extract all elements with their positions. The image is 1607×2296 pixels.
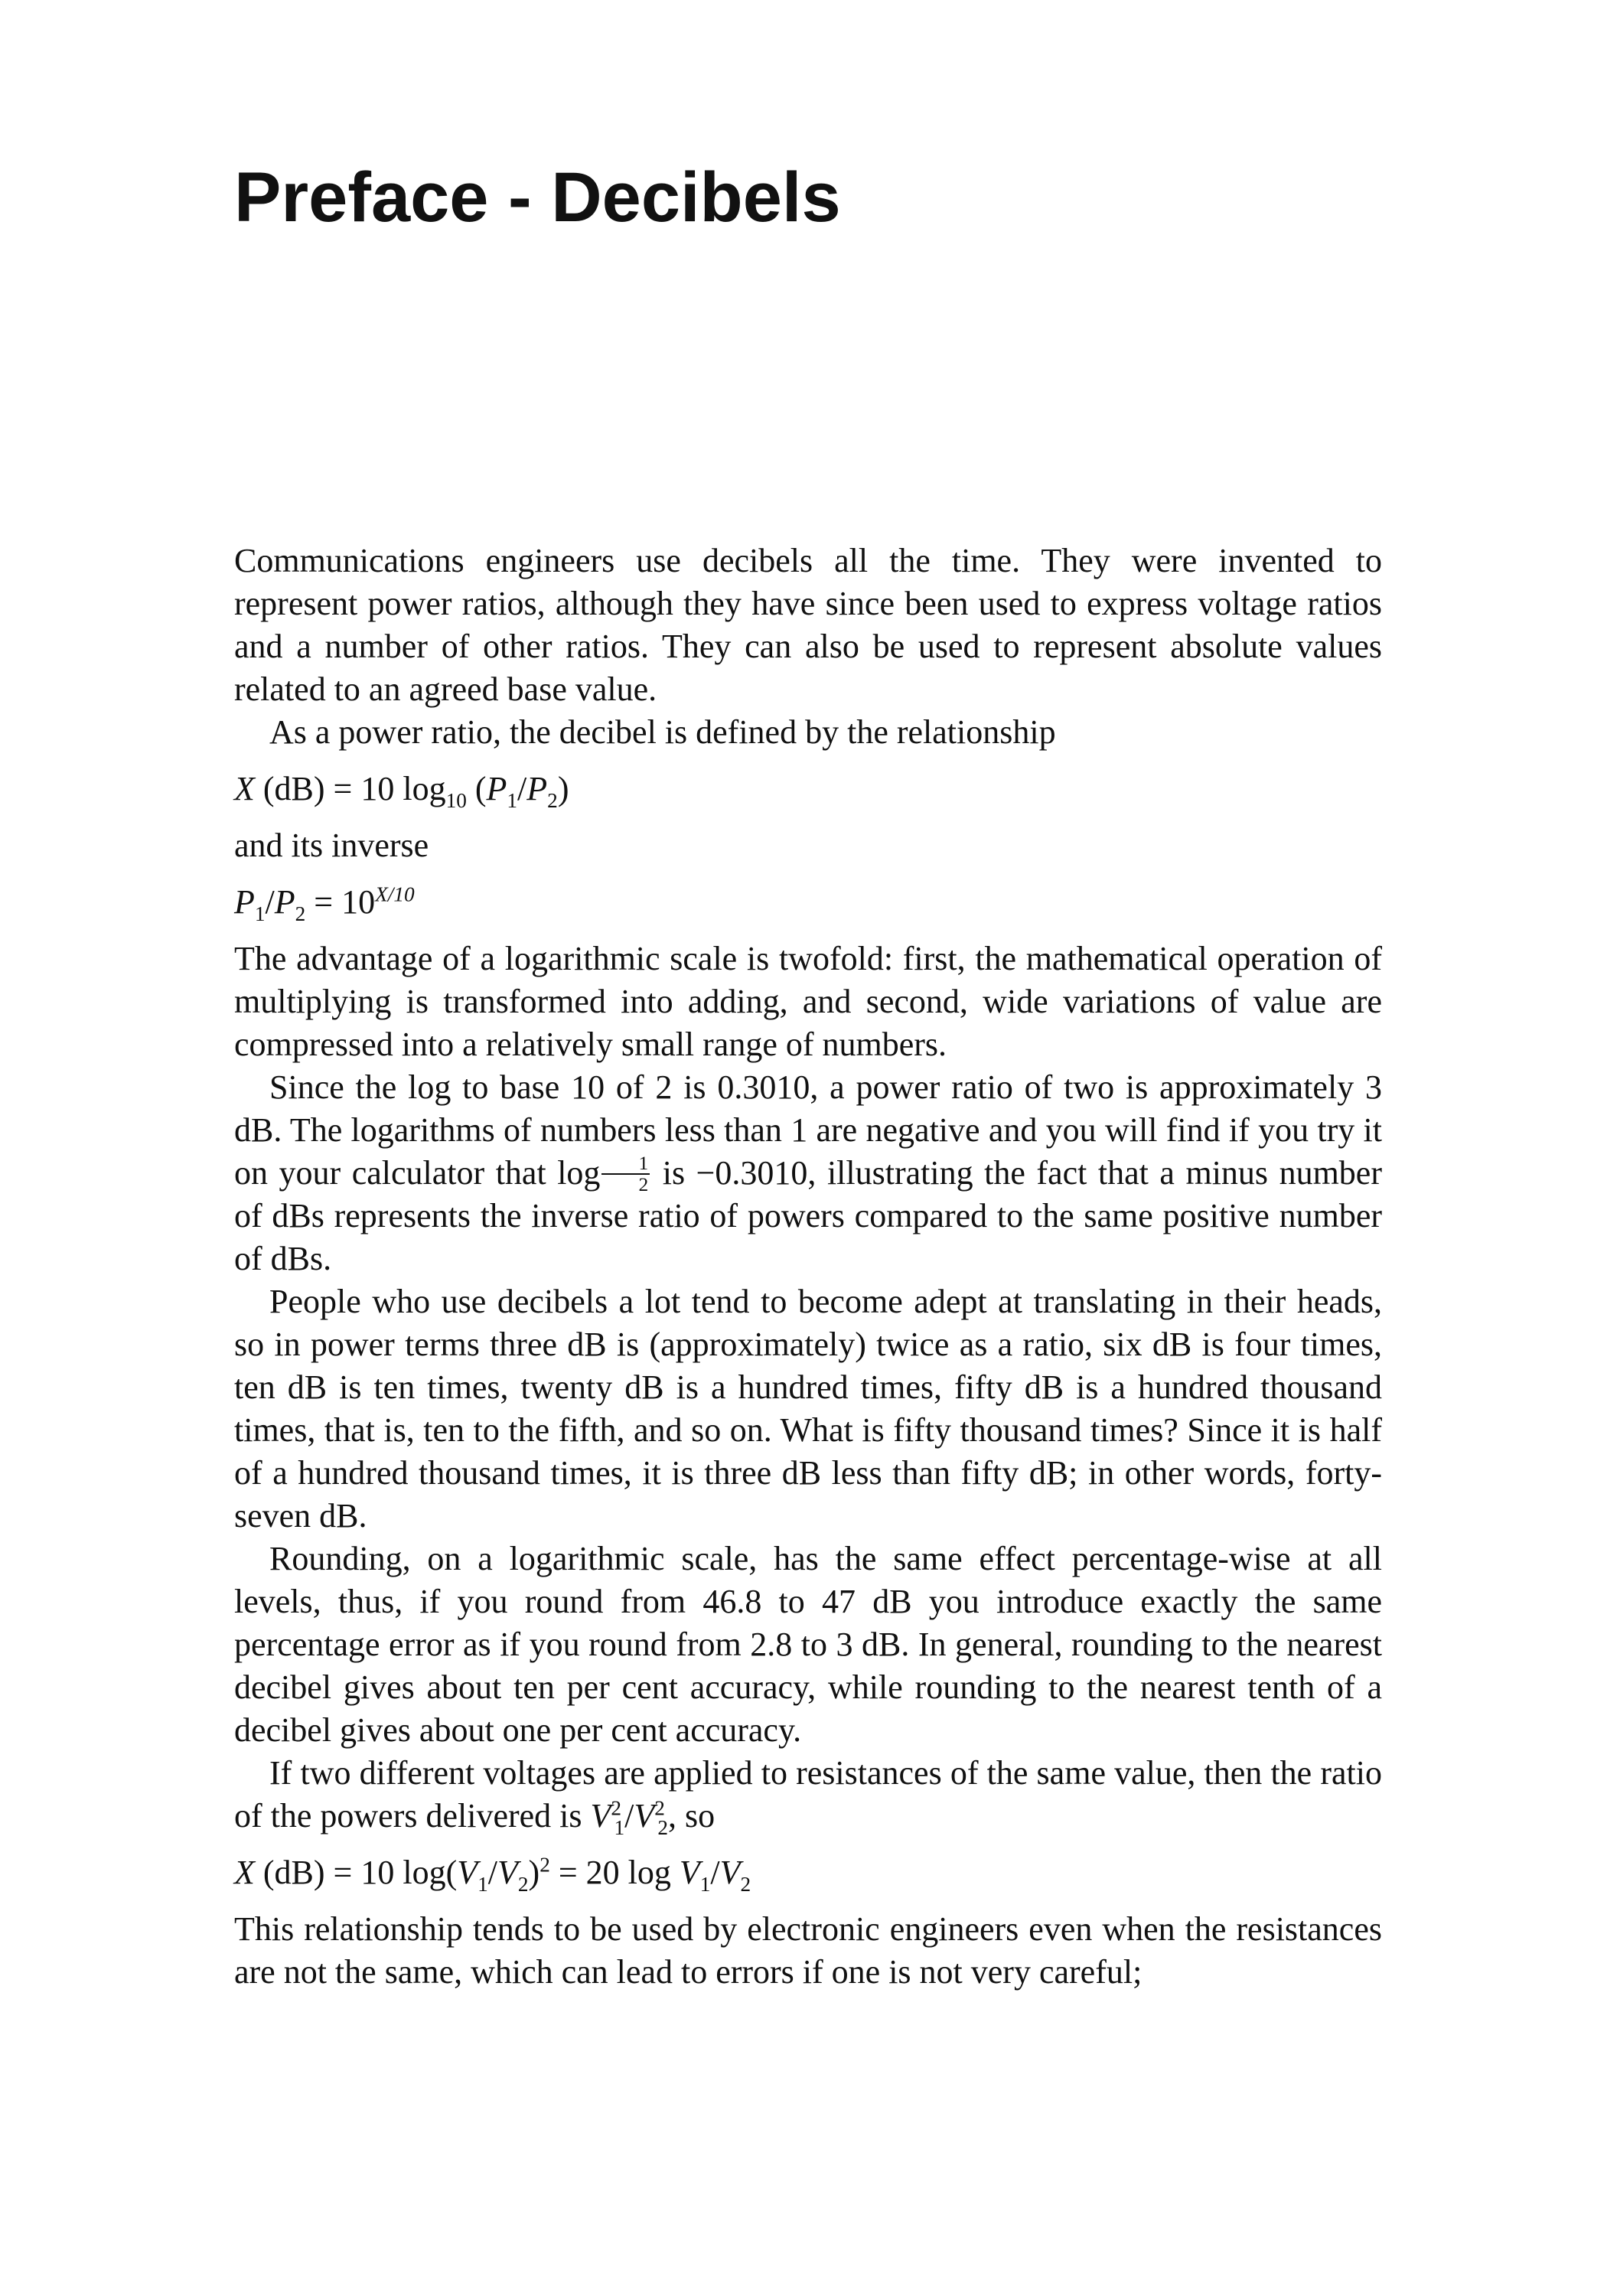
paragraph-intro: Communications engineers use decibels all the time. They were invented to represent power ratios, although they have since been used to express voltage ratios and a number of other ratios. They can also be used to represent absolute values related to an agreed base value. xyxy=(234,542,1382,708)
eq3-v4: V xyxy=(719,1854,741,1891)
inline-slash: / xyxy=(624,1797,634,1835)
eq1-p2-sub: 2 xyxy=(547,788,558,812)
paragraph-voltage-ratio xyxy=(234,1752,1382,1838)
eq3-v3: V xyxy=(679,1854,700,1891)
chapter-title: Preface - Decibels xyxy=(234,158,841,236)
inline-v2-sup: 2 xyxy=(654,1796,665,1820)
eq1-p1-sub: 1 xyxy=(507,788,518,812)
body-text xyxy=(234,540,1382,1994)
inline-v1-sup: 2 xyxy=(611,1796,622,1820)
eq3-slash: / xyxy=(487,1854,497,1891)
eq2-p2: P xyxy=(274,883,295,921)
eq1-p2: P xyxy=(526,770,548,807)
fraction-denominator: 2 xyxy=(638,1172,649,1195)
p5-part2: is −0.3010, illustrating the fact that a minus number of dBs represents the inverse ratio of powers compared to the same positive number of dBs. xyxy=(234,1154,1382,1277)
fraction-one-half xyxy=(601,1153,650,1194)
inline-v2-sub: 2 xyxy=(657,1815,669,1839)
eq2-exponent: X/10 xyxy=(375,882,415,906)
paragraph-definition-lead: As a power ratio, the decibel is defined by the relationship xyxy=(269,713,1056,751)
paragraph-rounding: Rounding, on a logarithmic scale, has the same effect percentage-wise at all levels, thus, if you round from 46.8 to 47 dB you introduce exactly the same percentage error as if you round from 2.8 to 3 dB. In general, rounding to the nearest decibel gives about ten per cent accuracy, while rounding to the nearest tenth of a decibel gives about one per cent accuracy. xyxy=(234,1540,1382,1749)
equation-voltage-decibel xyxy=(234,1851,1382,1894)
eq1-lhs-var: X xyxy=(234,770,255,807)
p8-part1: If two different voltages are applied to resistances of the same value, then the ratio of the powers delivered is xyxy=(234,1754,1382,1835)
eq3-lhs-var: X xyxy=(234,1854,255,1891)
eq3-v1: V xyxy=(457,1854,478,1891)
eq3-slash2: / xyxy=(710,1854,720,1891)
eq3-part1: (dB) = 10 log( xyxy=(254,1854,458,1891)
eq3-power: 2 xyxy=(539,1853,550,1877)
eq3-close-paren: ) xyxy=(528,1854,540,1891)
inline-v1-sub: 1 xyxy=(614,1815,625,1839)
paragraph-caution: This relationship tends to be used by electronic engineers even when the resistances are not the same, which can lead to errors if one is not very careful; xyxy=(234,1910,1382,1991)
eq3-v1-sub: 1 xyxy=(478,1872,488,1896)
inline-v1: V xyxy=(590,1797,611,1835)
eq1-log-base: 10 xyxy=(445,788,467,812)
inline-v2: V xyxy=(634,1797,655,1835)
eq1-lhs-unit: (dB) = 10 log xyxy=(254,770,446,807)
eq2-p2-sub: 2 xyxy=(295,902,306,925)
p5-part1: Since the log to base 10 of 2 is 0.3010, a power ratio of two is approximately 3 dB. The logarithms of numbers less than 1 are negative and you will find if you try it on your calculator that log xyxy=(234,1068,1382,1192)
eq2-slash: / xyxy=(265,883,275,921)
eq3-v4-sub: 2 xyxy=(740,1872,751,1896)
eq3-v2: V xyxy=(497,1854,518,1891)
eq3-v3-sub: 1 xyxy=(699,1872,711,1896)
paragraph-inverse-lead: and its inverse xyxy=(234,827,429,864)
eq3-v2-sub: 2 xyxy=(517,1872,529,1896)
eq1-slash: / xyxy=(517,770,527,807)
p8-part2: , so xyxy=(668,1797,715,1835)
paragraph-mental-translation: People who use decibels a lot tend to become adept at translating in their heads, so in power terms three dB is (approximately) twice as a ratio, six dB is four times, ten dB is ten times, twenty dB is a hundred times, fifty dB is a hundred thousand times, that is, ten to the fifth, and so on. What is fifty thousand times? Since it is half of a hundred thousand times, it is three dB less than fifty dB; in other words, forty-seven dB. xyxy=(234,1283,1382,1534)
equation-decibel-inverse xyxy=(234,881,1382,924)
eq2-p1: P xyxy=(234,883,255,921)
equation-decibel-definition xyxy=(234,768,1382,810)
paragraph-advantage: The advantage of a logarithmic scale is twofold: first, the mathematical operation of multiplying is transformed into adding, and second, wide variations of value are compressed into a relatively small range of numbers. xyxy=(234,940,1382,1063)
eq2-equals: = 10 xyxy=(305,883,376,921)
eq1-arg-open: ( xyxy=(466,770,487,807)
eq1-arg-close: ) xyxy=(557,770,569,807)
paragraph-log-two xyxy=(234,1066,1382,1280)
eq1-p1: P xyxy=(486,770,507,807)
fraction-numerator: 1 xyxy=(601,1153,650,1175)
eq2-p1-sub: 1 xyxy=(254,902,266,925)
eq3-part2: = 20 log xyxy=(549,1854,680,1891)
